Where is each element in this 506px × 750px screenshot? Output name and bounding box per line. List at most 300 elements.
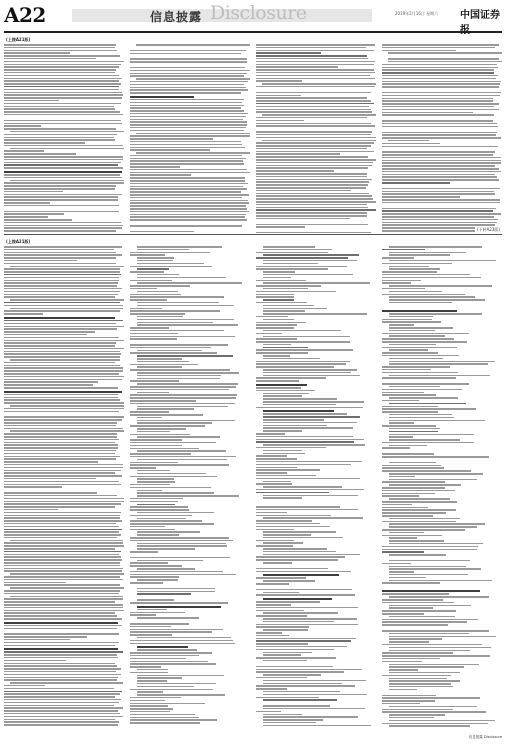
- text-line: [389, 725, 469, 727]
- text-line: [130, 81, 248, 83]
- text-line: [256, 583, 289, 585]
- text-line: [263, 725, 371, 727]
- text-line: [130, 467, 156, 469]
- text-line: [137, 677, 182, 679]
- text-line: [4, 268, 120, 270]
- text-line: [130, 191, 241, 193]
- text-line: [137, 637, 231, 639]
- text-line: [4, 302, 120, 304]
- text-line: [4, 230, 116, 232]
- text-line: [262, 114, 376, 116]
- text-line: [382, 535, 442, 537]
- text-line: [4, 399, 120, 401]
- text-line: [389, 316, 433, 318]
- text-line: [256, 179, 372, 181]
- page-number: A22: [4, 3, 46, 27]
- text-line: [4, 615, 117, 617]
- text-line: [382, 67, 498, 69]
- text-line: [256, 458, 297, 460]
- text-line: [4, 433, 117, 435]
- text-line: [130, 652, 212, 654]
- text-line: [256, 363, 346, 365]
- text-line: [256, 55, 367, 57]
- text-line: [10, 596, 123, 598]
- text-line: [4, 52, 70, 54]
- text-line: [256, 111, 372, 113]
- text-line: [137, 428, 186, 430]
- text-line: [382, 280, 421, 282]
- text-line: [382, 95, 500, 97]
- text-line: [4, 612, 115, 614]
- text-line: [4, 252, 116, 254]
- text-line: [256, 47, 366, 49]
- text-line: [4, 66, 119, 68]
- text-line: [4, 663, 115, 665]
- text-line: [4, 601, 115, 603]
- text-line: [130, 50, 246, 52]
- text-line: [256, 671, 344, 673]
- text-line: [389, 254, 450, 256]
- text-line: [4, 72, 115, 74]
- text-line: [256, 232, 371, 233]
- text-line: [136, 44, 250, 46]
- text-line: [137, 249, 189, 251]
- text-line: [137, 383, 238, 385]
- text-line: [389, 361, 495, 363]
- text-line: [137, 375, 221, 377]
- text-line: [382, 98, 493, 100]
- text-line: [4, 551, 121, 553]
- text-line: [4, 47, 115, 49]
- text-line: [382, 224, 495, 226]
- text-line: [263, 531, 336, 533]
- text-line: [137, 268, 169, 270]
- text-line: [130, 526, 165, 528]
- text-line: [382, 347, 457, 349]
- text-line: [382, 501, 457, 503]
- text-line: [130, 116, 246, 118]
- text-line: [382, 174, 495, 176]
- text-line: [256, 604, 291, 606]
- text-line: [263, 427, 353, 429]
- text-line: [4, 622, 118, 624]
- text-line: [256, 607, 358, 609]
- text-line: [389, 560, 470, 562]
- text-line: [4, 584, 120, 586]
- text-line: [382, 504, 412, 506]
- text-line: [137, 534, 179, 536]
- text-line: [388, 52, 502, 54]
- text-column: [4, 246, 124, 743]
- text-line: [389, 428, 440, 430]
- text-line: [263, 330, 341, 332]
- text-line: [130, 294, 181, 296]
- text-line: [130, 107, 241, 109]
- text-line: [137, 599, 174, 601]
- text-line: [263, 305, 314, 307]
- text-line: [382, 103, 499, 105]
- text-line: [137, 609, 166, 611]
- text-line: [389, 349, 428, 351]
- text-line: [262, 83, 376, 85]
- text-line: [382, 271, 437, 273]
- text-line: [137, 408, 194, 410]
- text-line: [256, 436, 353, 438]
- text-line: [256, 97, 367, 99]
- text-line: [256, 646, 347, 648]
- text-line: [4, 598, 123, 600]
- text-line: [4, 556, 121, 558]
- text-line: [256, 302, 307, 304]
- text-line: [137, 322, 212, 324]
- text-line: [10, 573, 124, 575]
- text-line: [256, 638, 356, 640]
- text-line: [382, 126, 498, 128]
- text-line: [389, 246, 482, 248]
- text-line: [4, 159, 123, 161]
- text-line: [256, 677, 307, 679]
- announcement-top: [4, 36, 502, 233]
- text-line: [136, 152, 250, 154]
- text-line: [137, 490, 162, 492]
- text-line: [389, 327, 453, 329]
- text-line: [256, 322, 306, 324]
- text-line: [130, 386, 236, 388]
- text-line: [4, 475, 122, 477]
- text-line: [130, 70, 250, 72]
- text-line: [382, 319, 432, 321]
- text-line: [382, 50, 456, 52]
- section-tag: (上接A21版): [6, 239, 31, 244]
- text-line: [130, 626, 171, 628]
- text-line: [4, 391, 122, 393]
- text-line: [389, 650, 470, 652]
- text-line: [130, 703, 205, 705]
- text-line: [382, 624, 448, 626]
- text-line: [130, 448, 199, 450]
- text-line: [382, 171, 501, 173]
- text-line: [263, 714, 302, 716]
- text-line: [4, 80, 119, 82]
- text-line: [263, 548, 327, 550]
- text-line: [382, 529, 465, 531]
- text-line: [382, 709, 453, 711]
- text-line: [130, 506, 188, 508]
- text-line: [263, 580, 315, 582]
- text-line: [263, 621, 334, 623]
- text-line: [389, 434, 474, 436]
- text-line: [4, 188, 115, 190]
- text-line: [4, 164, 118, 166]
- text-line: [256, 467, 297, 469]
- text-line: [130, 75, 244, 77]
- text-line: [263, 393, 308, 395]
- text-line: [256, 626, 309, 628]
- text-line: [263, 674, 321, 676]
- text-line: [4, 688, 114, 690]
- text-line: [256, 380, 299, 382]
- text-line: [382, 425, 436, 427]
- text-line: [137, 291, 177, 293]
- text-line: [130, 124, 247, 126]
- text-line: [263, 313, 367, 315]
- text-line: [130, 130, 244, 132]
- text-line: [263, 260, 357, 262]
- text-line: [4, 280, 119, 282]
- text-line: [130, 614, 156, 616]
- text-line: [4, 537, 117, 539]
- text-line: [130, 138, 213, 140]
- text-line: [256, 338, 297, 340]
- text-line: [256, 61, 375, 63]
- text-line: [256, 483, 292, 485]
- text-line: [4, 384, 93, 386]
- text-line: [130, 338, 177, 340]
- article-columns: [4, 44, 502, 233]
- text-line: [389, 403, 466, 405]
- text-line: [263, 404, 336, 406]
- text-line: [130, 484, 170, 486]
- section-title-cn: 信息披露: [150, 10, 203, 24]
- text-line: [4, 523, 116, 525]
- text-line: [256, 109, 371, 111]
- text-line: [256, 69, 374, 71]
- text-line: [4, 713, 120, 715]
- text-line: [263, 319, 293, 321]
- text-line: [382, 644, 482, 646]
- text-line: [382, 549, 477, 551]
- text-line: [130, 397, 236, 399]
- text-line: [256, 455, 287, 457]
- text-line: [389, 596, 488, 598]
- text-line: [256, 540, 294, 542]
- text-line: [256, 506, 340, 508]
- text-line: [256, 341, 350, 343]
- text-line: [263, 680, 365, 682]
- text-line: [4, 75, 119, 77]
- text-line: [382, 114, 494, 116]
- text-line: [382, 408, 476, 410]
- text-line: [256, 526, 330, 528]
- text-line: [389, 523, 485, 525]
- text-line: [382, 453, 434, 455]
- text-line: [262, 140, 376, 142]
- text-line: [389, 532, 423, 534]
- text-line: [4, 654, 117, 656]
- text-line: [382, 590, 480, 592]
- text-line: [4, 628, 117, 630]
- text-line: [263, 562, 292, 564]
- text-line: [4, 274, 121, 276]
- text-line: [389, 436, 413, 438]
- text-line: [256, 187, 366, 189]
- text-line: [263, 288, 308, 290]
- text-line: [256, 296, 294, 298]
- text-line: [137, 302, 219, 304]
- text-line: [389, 706, 477, 708]
- text-line: [256, 195, 372, 197]
- text-line: [382, 593, 449, 595]
- text-line: [130, 634, 172, 636]
- text-line: [136, 78, 250, 80]
- text-line: [382, 168, 499, 170]
- text-line: [382, 700, 435, 702]
- text-line: [256, 266, 347, 268]
- text-line: [382, 389, 462, 391]
- text-line: [4, 92, 122, 94]
- text-line: [4, 570, 122, 572]
- text-line: [256, 711, 281, 713]
- text-line: [389, 445, 427, 447]
- text-line: [382, 355, 459, 357]
- text-line: [130, 127, 246, 129]
- text-line: [263, 358, 320, 360]
- text-line: [130, 551, 158, 553]
- text-line: [130, 565, 182, 567]
- text-line: [130, 288, 157, 290]
- text-line: [382, 652, 453, 654]
- text-line: [130, 188, 247, 190]
- text-line: [4, 509, 58, 511]
- text-line: [382, 613, 424, 615]
- text-line: [382, 216, 494, 218]
- text-line: [137, 450, 226, 452]
- text-line: [130, 141, 241, 143]
- text-line: [382, 112, 473, 114]
- text-line: [382, 277, 481, 279]
- text-line: [256, 464, 351, 466]
- text-line: [256, 145, 371, 147]
- text-line: [263, 497, 302, 499]
- text-line: [263, 654, 301, 656]
- text-line: [388, 58, 499, 60]
- text-line: [130, 89, 248, 91]
- text-line: [130, 200, 248, 202]
- text-line: [137, 680, 167, 682]
- text-line: [4, 458, 116, 460]
- text-line: [382, 697, 480, 699]
- text-line: [4, 520, 122, 522]
- text-line: [130, 197, 242, 199]
- text-column: [4, 44, 124, 233]
- text-line: [382, 456, 489, 458]
- text-line: [4, 83, 121, 85]
- text-line: [4, 636, 87, 638]
- text-line: [4, 411, 119, 413]
- text-line: [4, 108, 115, 110]
- text-line: [4, 559, 122, 561]
- text-line: [4, 211, 119, 213]
- text-line: [263, 537, 343, 539]
- text-line: [263, 398, 336, 400]
- text-line: [4, 582, 66, 584]
- text-line: [389, 686, 452, 688]
- text-line: [130, 208, 247, 210]
- text-line: [137, 406, 228, 408]
- text-line: [137, 282, 242, 284]
- text-line: [4, 486, 62, 488]
- text-line: [382, 47, 495, 49]
- text-line: [130, 515, 192, 517]
- text-line: [263, 574, 339, 576]
- text-line: [256, 75, 370, 77]
- text-line: [137, 366, 181, 368]
- text-line: [4, 677, 118, 679]
- text-line: [130, 313, 185, 315]
- text-line: [4, 156, 123, 158]
- text-line: [256, 134, 371, 136]
- text-line: [130, 219, 247, 221]
- text-line: [256, 64, 374, 66]
- text-line: [4, 696, 115, 698]
- text-line: [389, 252, 466, 254]
- text-line: [4, 416, 124, 418]
- text-line: [4, 501, 124, 503]
- text-line: [4, 294, 118, 296]
- text-line: [4, 106, 114, 108]
- text-line: [389, 574, 468, 576]
- text-line: [382, 610, 456, 612]
- text-line: [10, 682, 123, 684]
- text-line: [130, 562, 168, 564]
- text-line: [256, 545, 293, 547]
- text-line: [382, 563, 411, 565]
- text-line: [4, 219, 72, 221]
- text-line: [389, 678, 446, 680]
- text-line: [256, 142, 374, 144]
- text-line: [137, 358, 182, 360]
- text-line: [137, 263, 204, 265]
- text-line: [382, 655, 490, 657]
- text-line: [10, 148, 124, 150]
- text-line: [256, 685, 355, 687]
- text-line: [137, 436, 220, 438]
- text-line: [263, 355, 289, 357]
- text-line: [4, 548, 115, 550]
- text-line: [382, 151, 495, 153]
- text-line: [263, 629, 307, 631]
- text-line: [4, 517, 120, 519]
- text-line: [382, 383, 469, 385]
- text-line: [137, 568, 195, 570]
- text-line: [382, 521, 456, 523]
- text-line: [256, 153, 340, 155]
- text-line: [389, 330, 434, 332]
- text-line: [4, 86, 119, 88]
- section-tag: (上接A21版): [6, 37, 31, 42]
- text-line: [130, 336, 235, 338]
- text-line: [256, 120, 304, 122]
- text-line: [130, 166, 180, 168]
- text-line: [4, 439, 119, 441]
- text-line: [389, 717, 434, 719]
- text-line: [263, 425, 327, 427]
- text-line: [263, 444, 365, 446]
- text-line: [256, 131, 372, 133]
- text-line: [256, 268, 328, 270]
- text-line: [4, 710, 118, 712]
- text-line: [256, 556, 345, 558]
- text-line: [4, 691, 122, 693]
- text-line: [256, 577, 306, 579]
- text-line: [4, 305, 123, 307]
- text-line: [4, 472, 115, 474]
- text-line: [130, 87, 246, 89]
- text-line: [4, 351, 120, 353]
- text-line: [382, 394, 436, 396]
- text-line: [256, 520, 312, 522]
- text-line: [4, 645, 115, 647]
